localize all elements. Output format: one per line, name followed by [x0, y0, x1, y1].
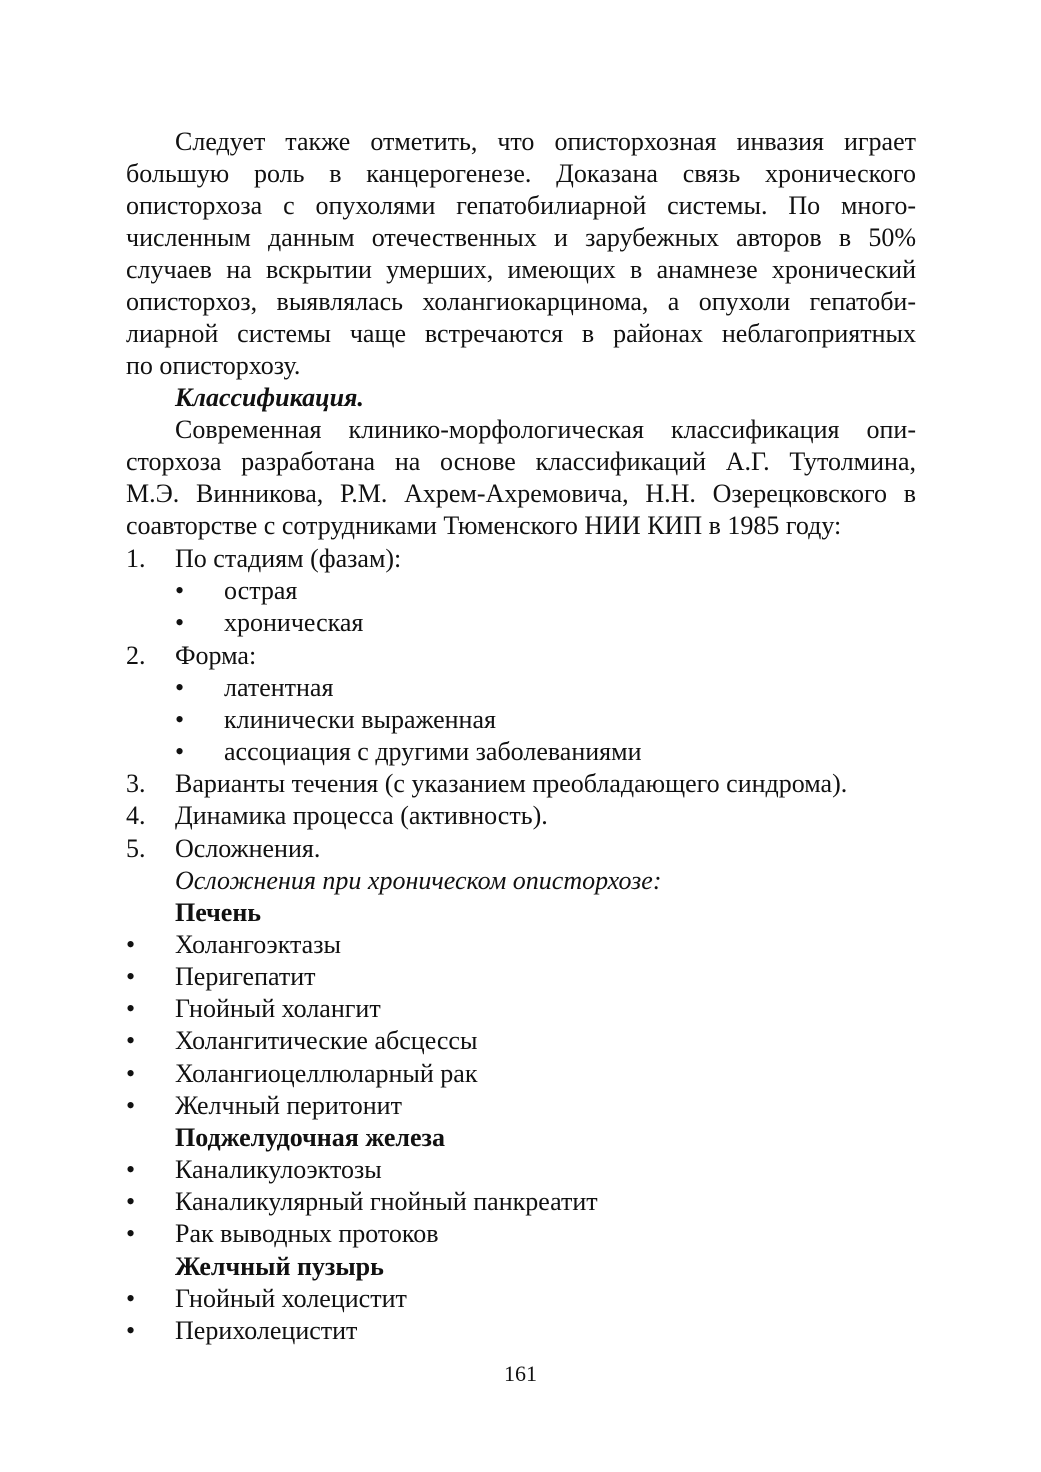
- bullet-icon: •: [126, 994, 136, 1023]
- list-item: Динамика процесса (активность).: [175, 801, 548, 830]
- bullet-icon: •: [126, 1187, 136, 1216]
- page-number: 161: [504, 1361, 537, 1386]
- sub-list-item: хроническая: [224, 608, 364, 637]
- group-title: Поджелудочная железа: [175, 1123, 445, 1152]
- list-item: Каналикулярный гнойный панкреатит: [175, 1187, 598, 1216]
- list-item: Варианты течения (с указанием преобладающего синдрома).: [175, 769, 848, 798]
- list-item: Желчный перитонит: [175, 1091, 402, 1120]
- complications-heading: Осложнения при хроническом описторхозе:: [175, 866, 662, 895]
- bullet-icon: •: [126, 962, 136, 991]
- text-line: Современная клинико-морфологическая классификация опи-: [175, 415, 916, 444]
- sub-list-item: ассоциация с другими заболеваниями: [224, 737, 642, 766]
- list-number: 3.: [126, 769, 146, 798]
- text-line: сторхоза разработана на основе классификаций А.Г. Тутолмина,: [126, 447, 916, 476]
- bullet-icon: •: [126, 1316, 136, 1345]
- bullet-icon: •: [175, 705, 185, 734]
- sub-list-item: острая: [224, 576, 298, 605]
- list-item: Гнойный холецистит: [175, 1284, 407, 1313]
- text-line: М.Э. Винникова, Р.М. Ахрем-Ахремовича, Н.Н. Озерецковского в: [126, 479, 916, 508]
- group-title: Печень: [175, 898, 262, 927]
- group-title: Желчный пузырь: [175, 1252, 384, 1281]
- sub-list-item: латентная: [224, 673, 334, 702]
- list-item: Рак выводных протоков: [175, 1219, 439, 1248]
- bullet-icon: •: [126, 1059, 136, 1088]
- list-item: Холангитические абсцессы: [175, 1026, 478, 1055]
- list-number: 4.: [126, 801, 146, 830]
- text-line: большую роль в канцерогенезе. Доказана связь хронического: [126, 159, 916, 188]
- list-item: Осложнения.: [175, 834, 321, 863]
- text-line: численным данным отечественных и зарубежных авторов в 50%: [126, 223, 916, 252]
- list-item: Форма:: [175, 641, 257, 670]
- list-item: Холангоэктазы: [175, 930, 341, 959]
- list-item: Каналикулоэктозы: [175, 1155, 382, 1184]
- list-item: Гнойный холангит: [175, 994, 381, 1023]
- list-item: Холангиоцеллюларный рак: [175, 1059, 478, 1088]
- bullet-icon: •: [175, 608, 185, 637]
- text-line: описторхоз, выявлялась холангиокарцинома, а опухоли гепатоби-: [126, 287, 916, 316]
- text-line: описторхоза с опухолями гепатобилиарной системы. По много-: [126, 191, 916, 220]
- list-number: 2.: [126, 641, 146, 670]
- text-line: по описторхозу.: [126, 351, 301, 380]
- bullet-icon: •: [126, 1091, 136, 1120]
- list-item: Перигепатит: [175, 962, 316, 991]
- bullet-icon: •: [175, 673, 185, 702]
- text-line: Следует также отметить, что описторхозная инвазия играет: [175, 127, 916, 156]
- list-number: 5.: [126, 834, 146, 863]
- text-line: лиарной системы чаще встречаются в районах неблагоприятных: [126, 319, 916, 348]
- classification-heading: Классификация.: [175, 383, 364, 412]
- list-item: Перихолецистит: [175, 1316, 358, 1345]
- bullet-icon: •: [175, 737, 185, 766]
- bullet-icon: •: [126, 1284, 136, 1313]
- sub-list-item: клинически выраженная: [224, 705, 496, 734]
- bullet-icon: •: [126, 1155, 136, 1184]
- bullet-icon: •: [126, 1026, 136, 1055]
- bullet-icon: •: [126, 1219, 136, 1248]
- bullet-icon: •: [175, 576, 185, 605]
- list-item: По стадиям (фазам):: [175, 544, 402, 573]
- text-line: случаев на вскрытии умерших, имеющих в анамнезе хронический: [126, 255, 916, 284]
- bullet-icon: •: [126, 930, 136, 959]
- text-line: соавторстве с сотрудниками Тюменского НИИ КИП в 1985 году:: [126, 511, 842, 540]
- list-number: 1.: [126, 544, 146, 573]
